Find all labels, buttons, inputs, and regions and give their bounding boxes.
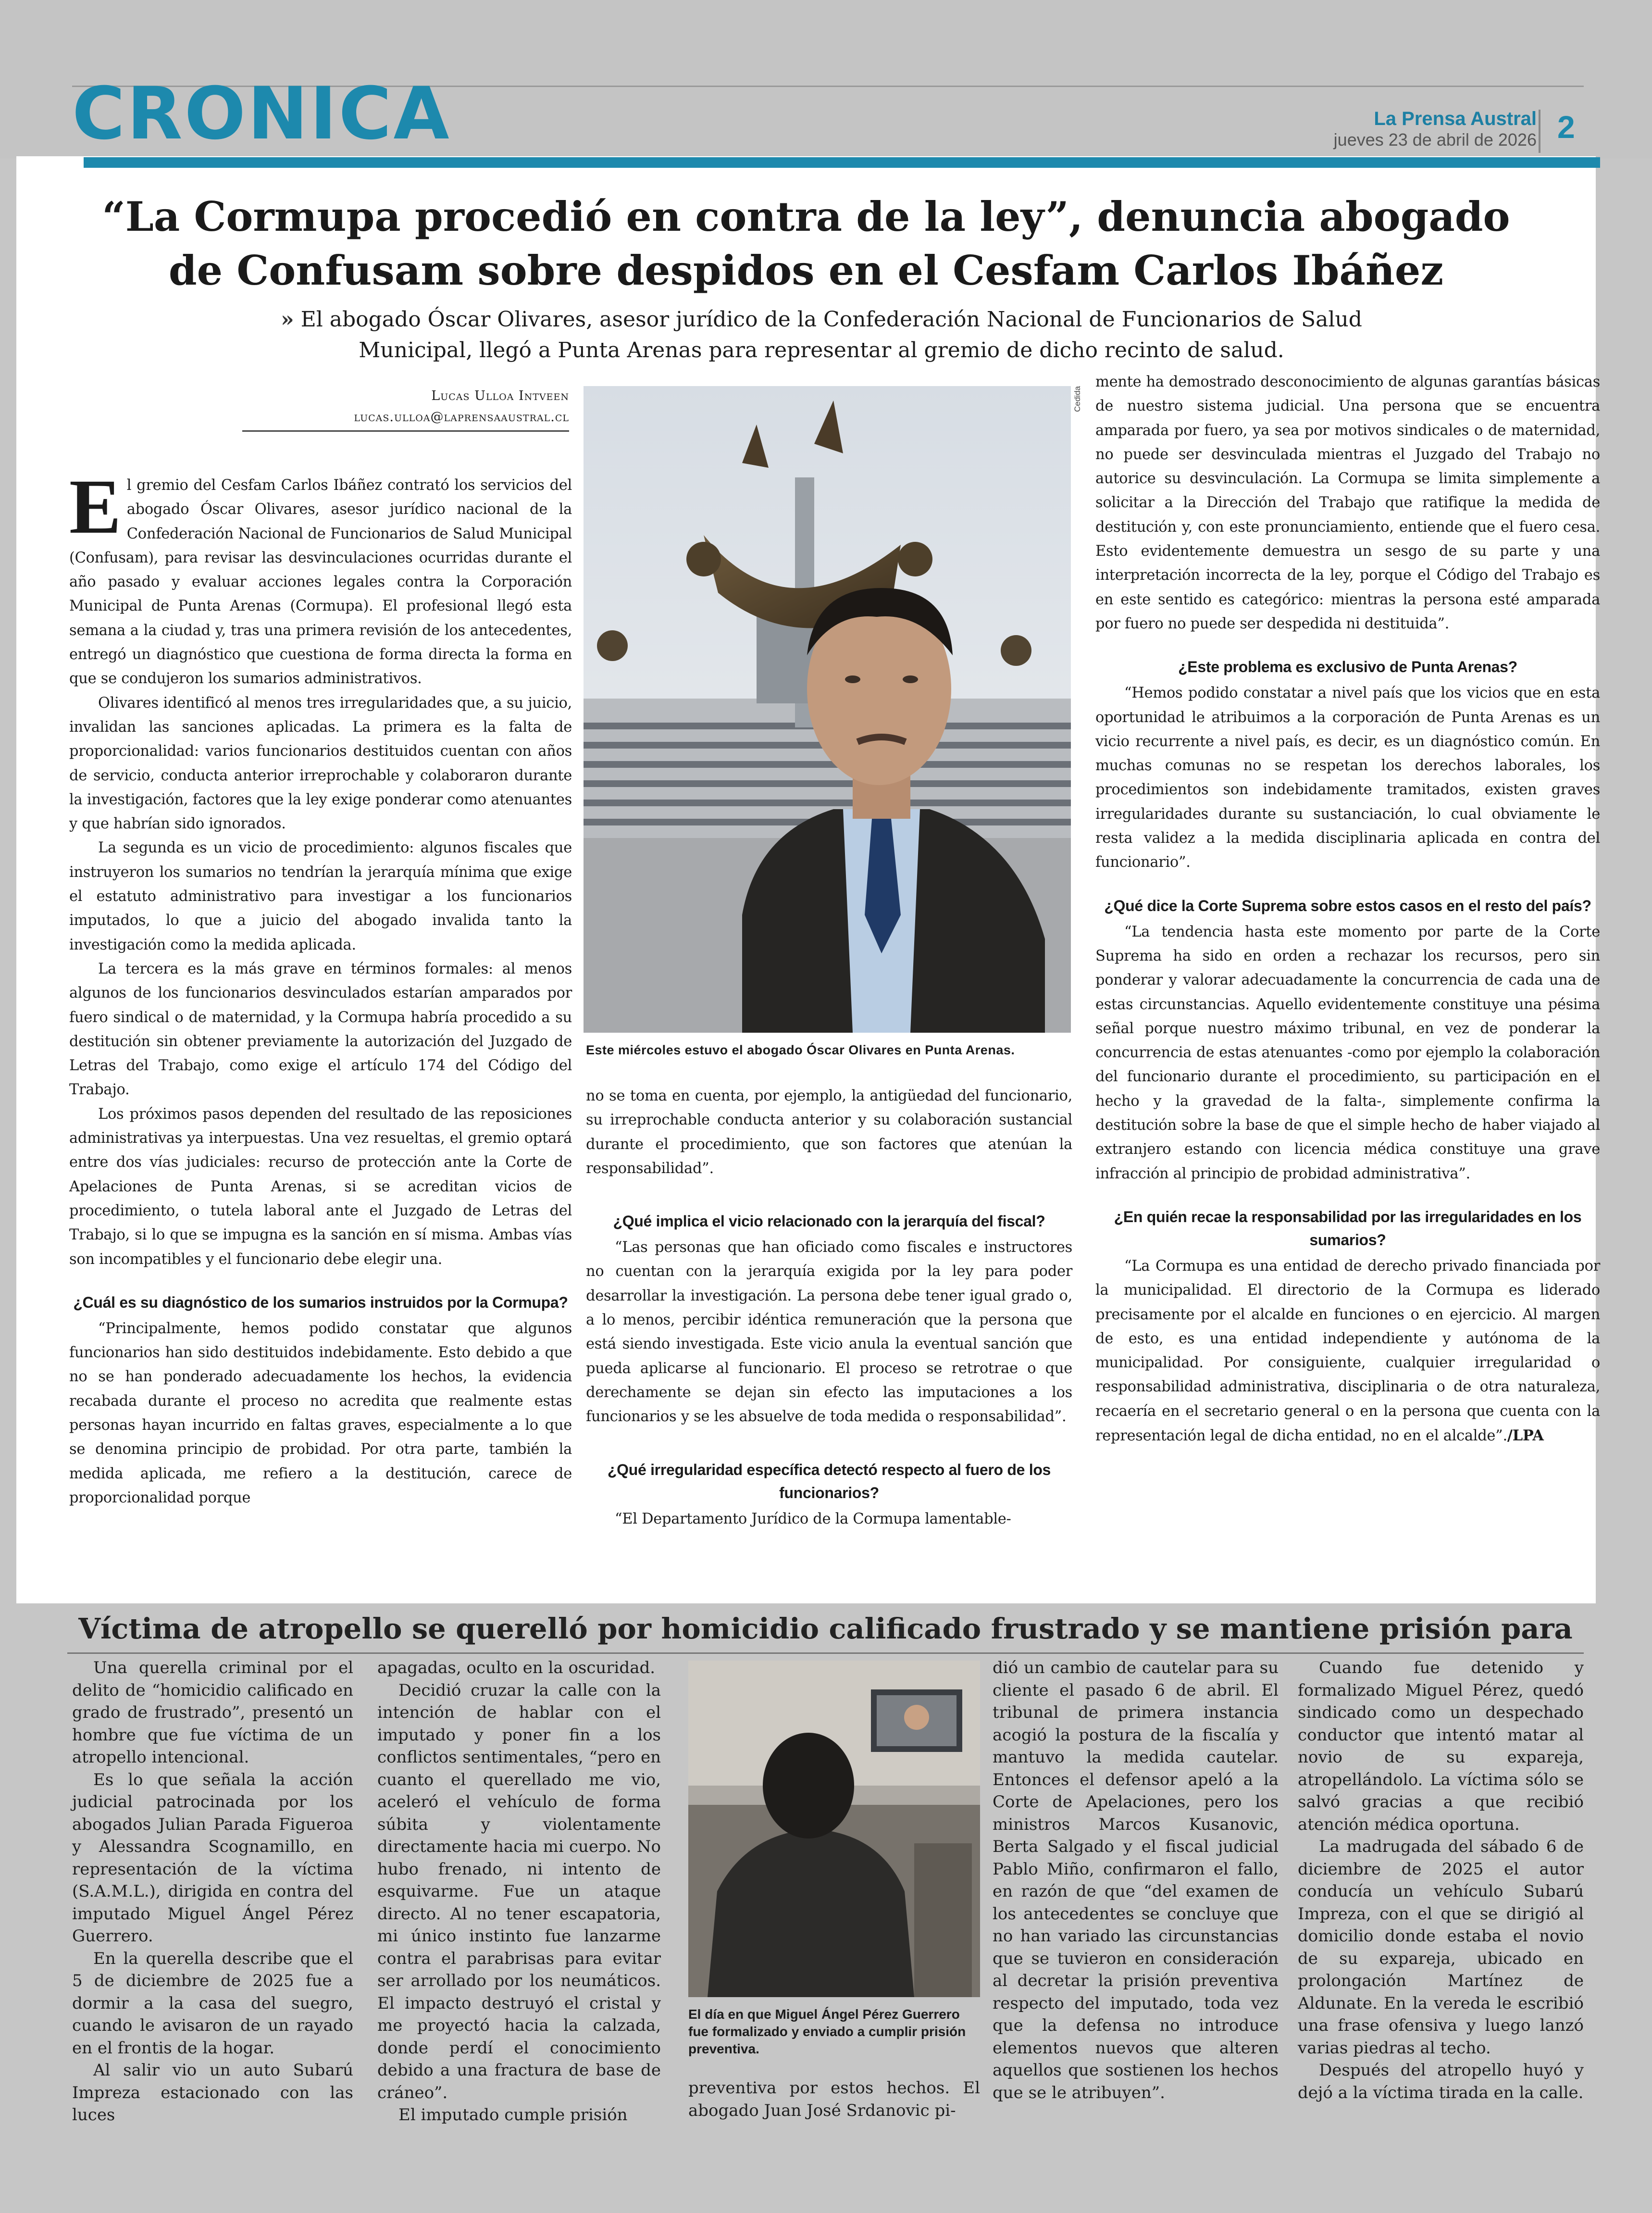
headline: “La Cormupa procedió en contra de la ley”, denuncia abogado de Confusam sobre despidos en el Cesfam Carlos Ibáñez [102,193,1510,294]
story2-column-3 [688,2077,980,2122]
interview-question: ¿Este problema es exclusivo de Punta Arenas? [1178,658,1517,676]
page-number-divider [1539,110,1540,153]
story2-column-4 [993,1657,1279,2104]
page-header [0,0,1652,159]
article-paragraph: Los próximos pasos dependen del resultado de las reposiciones administrativas ya interpuestas. Una vez resueltas, el gremio optará entre dos vías judiciales: recurso de protección ante la Corte de Apelaciones de Punta Arenas, si se acreditan vicios de procedimiento, o tutela laboral ante el Juzgado de Letras del Trabajo, si lo que se impugna es la sanción en sí misma. Ambas vías son incompatibles y el funcionario debe elegir una. [69,1105,572,1268]
section-title: CRONICA [72,72,451,156]
article-column-3 [1095,370,1600,1448]
story-paragraph: Al salir vio un auto Subarú Impreza estacionado con las luces [72,2061,353,2125]
interview-answer: no se toma en cuenta, por ejemplo, la antigüedad del funcionario, su irreprochable conducta anterior y su colaboración sustancial durante el procedimiento, que son factores que atenúan la responsabilidad”. [586,1088,1072,1177]
interview-question: ¿Cuál es su diagnóstico de los sumarios instruidos por la Cormupa? [73,1293,568,1311]
subtitle-text: El abogado Óscar Olivares, asesor jurídico de la Confederación Nacional de Funcionarios de Salud Municipal, llegó a Punta Arenas para representar al gremio de dicho recinto de salud. [300,307,1362,363]
story-paragraph: preventiva por estos hechos. El abogado Juan José Srdanovic pi- [688,2078,980,2120]
article-paragraph: La tercera es la más grave en términos formales: al menos algunos de los funcionarios desvinculados estarían amparados por fuero sindical o de maternidad, y la Cormupa habría procedido a su destitución sin obtener previamente la autorización del Juzgado de Letras del Trabajo, como exige el artículo 174 del Código del Trabajo. [69,960,572,1099]
subtitle-marker: » [281,307,294,332]
story-paragraph: dió un cambio de cautelar para su cliente el pasado 6 de abril. El tribunal de primera instancia acogió la postura de la fiscalía y mantuvo la medida cautelar. Entonces el defensor apeló a la Corte de Apelaciones, pero los ministros Marcos Kusanovic, Berta Salgado y el fiscal judicial Pablo Miño, confirmaron el fallo, en razón de que “del examen de los antecedentes se concluye que no han variado las circunstancias que se tuvieron en consideración al decretar la prisión preventiva respecto del imputado, toda vez que la defensa no introduce elementos nuevos que alteren aquellos que sostienen los hechos que se le atribuyen”. [993,1658,1279,2102]
story-paragraph: apagadas, oculto en la oscuridad. [377,1658,656,1677]
interview-question: ¿Qué irregularidad específica detectó respecto al fuero de los funcionarios? [607,1461,1051,1501]
publication-name: La Prensa Austral [1374,108,1537,129]
story2-column-2 [377,1657,661,2126]
accent-bar [84,157,1600,168]
publication-date: jueves 23 de abril de 2026 [1333,130,1537,150]
story-paragraph: En la querella describe que el 5 de diciembre de 2025 fue a dormir a la casa del suegro, cuando le avisaron de un rayado en el frontis de la hogar. [72,1949,353,2058]
story-paragraph: El imputado cumple prisión [398,2105,628,2125]
signoff: /LPA [1507,1426,1544,1444]
photo-caption: Este miércoles estuvo el abogado Óscar Olivares en Punta Arenas. [586,1043,1015,1057]
interview-answer: “Principalmente, hemos podido constatar que algunos funcionarios han sido destituidos indebidamente. Esto debido a que no se han ponderado adecuadamente los hechos, la evidencia recabada durante el proceso no acredita que realmente estas personas hayan incurrido en faltas graves, especialmente a lo que se denomina principio de probidad. Por otra parte, también la medida aplicada, me refiero a la destitución, carece de proporcionalidad porque [69,1320,572,1506]
photo-credit: Cedida [1073,386,1082,412]
story2-column-1 [72,1657,353,2126]
story-paragraph: Cuando fue detenido y formalizado Miguel Pérez, quedó sindicado como un despechado conductor que intentó matar al novio de su expareja, atropellándolo. La víctima sólo se salvó gracias a que recibió atención médica oportuna. [1298,1658,1584,1834]
second-story-rule [67,1652,1584,1654]
story-paragraph: Decidió cruzar la calle con la intención de hablar con el imputado y poner fin a los conflictos sentimentales, “pero en cuanto el querellado me vio, aceleró el vehículo de forma súbita y violentamente directamente hacia mi cuerpo. No hubo frenado, ni intento de esquivarme. Fue un ataque directo. Al no tener escapatoria, mi único instinto fue lanzarme contra el parabrisas para evitar ser arrollado por los neumáticos. El impacto destruyó el cristal y me proyectó hacia la calzada, donde perdí el conocimiento debido a una fractura de base de cráneo”. [377,1680,661,2102]
article-paragraph: La segunda es un vicio de procedimiento: algunos fiscales que instruyeron los sumarios no tendrían la jerarquía mínima que exige el estatuto administrativo para investigar a los funcionarios imputados, lo que a juicio del abogado invalida tanto la investigación como la medida aplicada. [69,839,572,953]
story2-column-5 [1298,1657,1584,2104]
article-paragraph: Olivares identificó al menos tres irregularidades que, a su juicio, invalidan las sanciones aplicadas. La primera es la falta de proporcionalidad: varios funcionarios destituidos cuentan con años de servicio, conducta anterior irreprochable y colaboraron durante la investigación, factores que la ley exige ponderar como atenuantes y que habrían sido ignorados. [69,694,572,833]
story-paragraph: La madrugada del sábado 6 de diciembre de 2025 el autor conducía un vehículo Subarú Impreza, con el que se dirigió al domicilio donde estaba el novio de su expareja, ubicado en prolongación Martínez de Aldunate. En la vereda le escribió una frase ofensiva y luego lanzó varias piedras al techo. [1298,1837,1584,2058]
byline-name: Lucas Ulloa Intveen [431,388,569,403]
interview-question: ¿En quién recae la responsabilidad por las irregularidades en los sumarios? [1114,1208,1582,1249]
lead-text: l gremio del Cesfam Carlos Ibáñez contrató los servicios del abogado Óscar Olivares, asesor jurídico nacional de la Confederación Nacional de Funcionarios de Salud Municipal (Confusam), para revisar las desvinculaciones ocurridas durante el año pasado y evaluar acciones legales contra la Corporación Municipal de Punta Arenas (Cormupa). El profesional llegó esta semana a la ciudad y, tras una primera revisión de los antecedentes, entregó un diagnóstico que cuestiona de forma directa la forma en que se condujeron los sumarios administrativos. [69,477,572,688]
article-column-2 [586,1084,1072,1531]
main-article [16,156,1600,1603]
interview-answer: “Hemos podido constatar a nivel país que los vicios que en esta oportunidad le atribuimos a la corporación de Punta Arenas es un vicio recurrente a nivel país, es decir, es un diagnóstico común. En muchas comunas no se respetan los derechos laborales, los procedimientos son indebidamente tramitados, existen graves irregularidades durante su sustanciación, lo cual obviamente le resta validez a la medida disciplinaria aplicada en contra del funcionario”. [1095,685,1600,871]
lawyer-photo [584,386,1071,1033]
story-paragraph: Una querella criminal por el delito de “homicidio calificado en grado de frustrado”, presentó un hombre que fue víctima de un atropello intencional. [72,1658,353,1767]
interview-question: ¿Qué dice la Corte Suprema sobre estos casos en el resto del país? [1104,897,1591,914]
drop-cap: E [69,464,121,550]
interview-answer: “Las personas que han oficiado como fiscales e instructores no cuentan con la jerarquía exigida por la ley para poder desarrollar la investigación. La persona debe tener igual grado o, a lo menos, percibir idéntica remuneración que la persona que está siendo investigada. Este vicio anula la eventual sanción que pueda aplicarse al funcionario. El proceso se retrotrae o que derechamente se dejan sin efecto las imputaciones a los funcionarios y se les absuelve de toda medida o responsabilidad”. [586,1239,1072,1425]
second-story-headline: Víctima de atropello se querelló por homicidio calificado frustrado y se mantiene prisión para [78,1612,1573,1645]
publication-info [1334,108,1537,150]
story-paragraph: Después del atropello huyó y dejó a la víctima tirada en la calle. [1298,2061,1584,2102]
page-number: 2 [1557,109,1575,145]
interview-answer: “El Departamento Jurídico de la Cormupa lamentable- [615,1510,1011,1527]
photo-caption-2: El día en que Miguel Ángel Pérez Guerrero fue formalizado y enviado a cumplir prisión preventiva. [688,2007,966,2056]
article-paragraph [69,464,572,691]
interview-question: ¿Qué implica el vicio relacionado con la jerarquía del fiscal? [613,1213,1045,1230]
subheadline [242,304,1401,366]
interview-answer: mente ha demostrado desconocimiento de algunas garantías básicas de nuestro sistema judicial. Una persona que se encuentra amparada por fuero, ya sea por motivos sindicales o de maternidad, no puede ser desvinculada mientras el Juzgado del Trabajo no autorice su desvinculación. La Cormupa se limita simplemente a solicitar a la Dirección del Trabajo que ratifique la medida de destitución y, con este pronunciamiento, entiende que el fuero cesa. Esto evidentemente demuestra un sesgo de su parte y una interpretación incorrecta de la ley, porque el Código del Trabajo es en este sentido es categórico: mientras la persona esté amparada por fuero no puede ser despedida ni destituida”. [1095,374,1600,632]
interview-answer: “La tendencia hasta este momento por parte de la Corte Suprema ha sido en orden a rechazar los recursos, pero sin ponderar y valorar adecuadamente la concurrencia de cada una de estas circunstancias. Aquello evidentemente constituye una pésima señal porque nuestro máximo tribunal, en vez de ponderar la concurrencia de estas atenuantes -como por ejemplo la colaboración del funcionario durante el procedimiento, su participación en el hecho y la gravedad de la falta-, simplemente confirma la destitución sobre la base de que el simple hecho de haber viajado al extranjero estando con licencia médica constituye una grave infracción al principio de probidad administrativa”. [1095,923,1600,1182]
court-hearing-photo [688,1661,980,1997]
answer-text: “La Cormupa es una entidad de derecho privado financiada por la municipalidad. El directorio de la Cormupa es liderado precisamente por el alcalde en funciones o en ejercicio. Al margen de esto, es una entidad independiente y autónoma de la municipalidad. Por consiguiente, cualquier irregularidad o responsabilidad administrativa, disciplinaria o de otra naturaleza, recaería en el secretario general o en la persona que cuenta con la representación legal de dicha entidad, no en el alcalde”. [1095,1257,1600,1444]
interview-answer [1095,1254,1600,1448]
story-paragraph: Es lo que señala la acción judicial patrocinada por los abogados Julian Parada Figueroa y Alessandra Scognamillo, en representación de la víctima (S.A.M.L.), dirigida en contra del imputado Miguel Ángel Pérez Guerrero. [72,1770,353,1946]
article-column-1 [69,464,572,1510]
byline-email: lucas.ulloa@laprensaaustral.cl [242,410,569,432]
